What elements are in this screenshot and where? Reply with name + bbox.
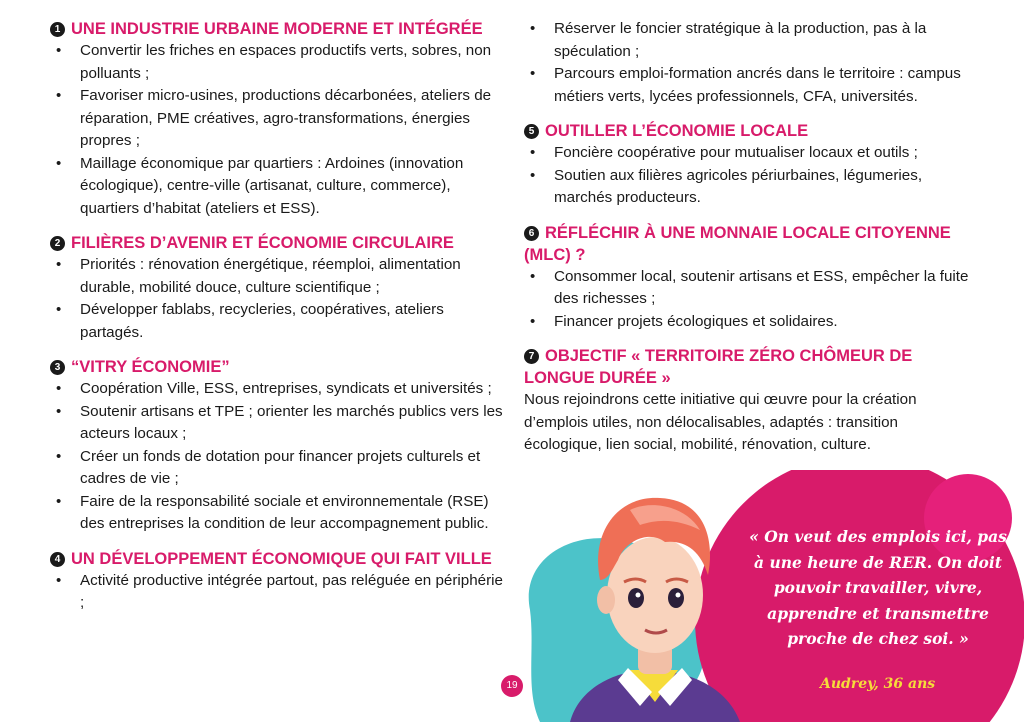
list-item: • Favoriser micro-usines, productions décarbonées, ateliers de réparation, PME créatives, agro-transformations, énergies propres ; bbox=[50, 85, 505, 153]
section-title: RÉFLÉCHIR À UNE MONNAIE LOCALE CITOYENNE (MLC) ? bbox=[524, 223, 951, 264]
section-heading bbox=[50, 548, 505, 570]
section-title: FILIÈRES D’AVENIR ET ÉCONOMIE CIRCULAIRE bbox=[71, 234, 454, 252]
page-number: 19 bbox=[501, 675, 523, 697]
bullet-list bbox=[50, 570, 505, 615]
left-column bbox=[50, 18, 505, 627]
right-eye bbox=[668, 588, 684, 608]
section-number-badge: 1 bbox=[50, 22, 65, 37]
section-2 bbox=[50, 232, 505, 344]
list-item: • Créer un fonds de dotation pour financer projets culturels et cadres de vie ; bbox=[50, 446, 505, 491]
list-item: • Soutien aux filières agricoles périurbaines, légumeries, marchés producteurs. bbox=[524, 165, 979, 210]
section-title: “VITRY ÉCONOMIE” bbox=[71, 358, 230, 376]
right-column bbox=[524, 18, 979, 469]
section-number-badge: 7 bbox=[524, 349, 539, 364]
list-item: • Priorités : rénovation énergétique, réemploi, alimentation durable, mobilité douce, culture scientifique ; bbox=[50, 254, 505, 299]
section-6 bbox=[524, 222, 979, 334]
list-item: • Faire de la responsabilité sociale et environnementale (RSE) des entreprises la condition de leur accompagnement public. bbox=[50, 491, 505, 536]
section-heading bbox=[524, 345, 979, 389]
testimonial-author: Audrey, 36 ans bbox=[820, 676, 936, 692]
list-item: • Activité productive intégrée partout, pas reléguée en périphérie ; bbox=[50, 570, 505, 615]
ear bbox=[597, 586, 615, 614]
section-heading bbox=[524, 120, 979, 142]
section-4-continued bbox=[524, 18, 979, 108]
bullet-list bbox=[524, 18, 979, 108]
list-item: • Réserver le foncier stratégique à la production, pas à la spéculation ; bbox=[524, 18, 979, 63]
section-heading bbox=[50, 356, 505, 378]
section-number-badge: 4 bbox=[50, 552, 65, 567]
section-1 bbox=[50, 18, 505, 220]
section-number-badge: 2 bbox=[50, 236, 65, 251]
section-heading bbox=[524, 222, 979, 266]
section-7 bbox=[524, 345, 979, 457]
testimonial-quote: « On veut des emplois ici, pas à une heure de RER. On doit pouvoir travailler, vivre, apprendre et transmettre proche de chez soi. » bbox=[749, 527, 1007, 648]
bullet-list bbox=[524, 142, 979, 210]
section-heading bbox=[50, 18, 505, 40]
bullet-list bbox=[524, 266, 979, 334]
list-item: • Convertir les friches en espaces productifs verts, sobres, non polluants ; bbox=[50, 40, 505, 85]
left-eye bbox=[628, 588, 644, 608]
section-title: OUTILLER L’ÉCONOMIE LOCALE bbox=[545, 122, 809, 140]
section-number-badge: 5 bbox=[524, 124, 539, 139]
bullet-list bbox=[50, 40, 505, 220]
section-title: OBJECTIF « TERRITOIRE ZÉRO CHÔMEUR DE LONGUE DURÉE » bbox=[524, 347, 913, 387]
list-item: • Maillage économique par quartiers : Ardoines (innovation écologique), centre-ville (artisanat, culture, commerce), quartiers d’habitat (ateliers et ESS). bbox=[50, 153, 505, 221]
section-title: UNE INDUSTRIE URBAINE MODERNE ET INTÉGRÉE bbox=[71, 20, 483, 38]
bullet-list bbox=[50, 254, 505, 344]
section-3 bbox=[50, 356, 505, 536]
list-item: • Parcours emploi-formation ancrés dans le territoire : campus métiers verts, lycées professionnels, CFA, universités. bbox=[524, 63, 979, 108]
section-number-badge: 6 bbox=[524, 226, 539, 241]
section-4 bbox=[50, 548, 505, 615]
list-item: • Développer fablabs, recycleries, coopératives, ateliers partagés. bbox=[50, 299, 505, 344]
list-item: • Financer projets écologiques et solidaires. bbox=[524, 311, 979, 334]
list-item: • Soutenir artisans et TPE ; orienter les marchés publics vers les acteurs locaux ; bbox=[50, 401, 505, 446]
list-item: • Foncière coopérative pour mutualiser locaux et outils ; bbox=[524, 142, 979, 165]
section-body-text: Nous rejoindrons cette initiative qui œuvre pour la création d’emplois utiles, non délocalisables, adaptés : transition écologique, lien social, mobilité, rénovation, culture. bbox=[524, 391, 917, 453]
bullet-list bbox=[50, 378, 505, 536]
section-heading bbox=[50, 232, 505, 254]
list-item: • Coopération Ville, ESS, entreprises, syndicats et universités ; bbox=[50, 378, 505, 401]
section-title: UN DÉVELOPPEMENT ÉCONOMIQUE QUI FAIT VILLE bbox=[71, 549, 492, 568]
section-number-badge: 3 bbox=[50, 360, 65, 375]
section-5 bbox=[524, 120, 979, 210]
face bbox=[607, 537, 703, 653]
list-item: • Consommer local, soutenir artisans et ESS, empêcher la fuite des richesses ; bbox=[524, 266, 979, 311]
